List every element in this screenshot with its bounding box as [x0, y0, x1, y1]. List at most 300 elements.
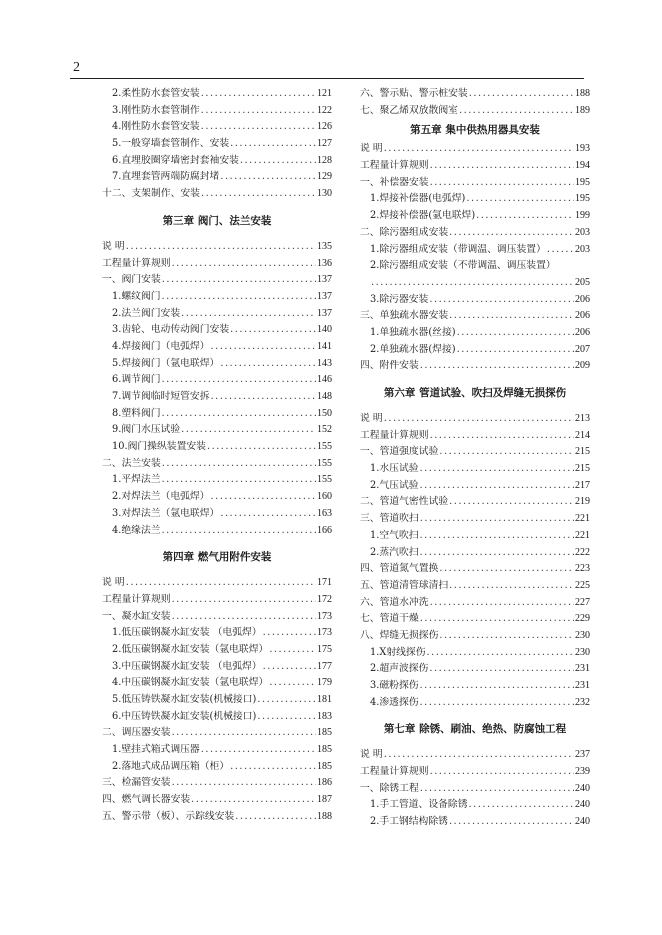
- toc-entry-title: 1.平焊法兰: [112, 474, 161, 486]
- toc-entry[interactable]: [102, 306, 332, 323]
- toc-entry[interactable]: [360, 292, 590, 309]
- toc-entry-page: 203: [575, 226, 590, 238]
- toc-entry-page: 150: [317, 407, 332, 419]
- dot-leader: [466, 191, 574, 208]
- dot-leader: [257, 692, 316, 709]
- toc-column-right: [360, 86, 590, 831]
- dot-leader: [230, 759, 316, 776]
- toc-entry[interactable]: [102, 742, 332, 759]
- toc-entry[interactable]: [102, 136, 332, 153]
- dot-leader: [181, 422, 316, 439]
- dot-leader: [429, 292, 574, 309]
- toc-entry-page: 126: [317, 121, 332, 133]
- toc-entry[interactable]: [102, 289, 332, 306]
- toc-entry-page: 173: [317, 627, 332, 639]
- toc-entry[interactable]: [360, 561, 590, 578]
- toc-entry-page: 225: [575, 579, 590, 591]
- toc-entry[interactable]: [102, 489, 332, 506]
- toc-entry-page: 232: [575, 696, 590, 708]
- dot-leader: [420, 358, 574, 375]
- toc-entry-title: 4.刚性防水套管安装: [112, 121, 200, 133]
- toc-entry-page: 185: [317, 744, 332, 756]
- toc-column-left: [102, 86, 332, 826]
- toc-entry-title: 说 明: [102, 577, 125, 589]
- dot-leader: [162, 272, 316, 289]
- toc-entry-title: 1.壁挂式箱式调压器: [112, 744, 200, 756]
- toc-entry[interactable]: [102, 103, 332, 120]
- toc-entry-title: 2.低压碳钢凝水缸安装（氩电联焊）: [112, 643, 269, 655]
- dot-leader: [172, 725, 316, 742]
- toc-entry-title: 一、凝水缸安装: [102, 610, 171, 622]
- toc-entry-page: 206: [575, 326, 590, 338]
- dot-leader: [162, 372, 316, 389]
- toc-entry-title: 1.空气吹扫: [370, 529, 419, 541]
- toc-entry[interactable]: [360, 141, 590, 158]
- toc-entry[interactable]: [360, 275, 590, 292]
- dot-leader: [263, 625, 316, 642]
- toc-entry-title: 七、管道干燥: [360, 613, 419, 625]
- toc-entry-title: 6.中压铸铁凝水缸安装(机械接口): [112, 710, 257, 722]
- toc-entry[interactable]: [102, 456, 332, 473]
- dot-leader: [235, 809, 316, 826]
- toc-entry-title: 四、管道氮气置换: [360, 563, 439, 575]
- toc-entry[interactable]: [360, 678, 590, 695]
- dot-leader: [269, 642, 316, 659]
- toc-entry-page: 229: [575, 613, 590, 625]
- dot-leader: [439, 561, 574, 578]
- dot-leader: [207, 439, 316, 456]
- toc-entry[interactable]: [102, 792, 332, 809]
- toc-entry-page: 155: [317, 474, 332, 486]
- toc-entry-title: 二、法兰安装: [102, 457, 161, 469]
- toc-entry[interactable]: [102, 592, 332, 609]
- toc-entry-page: 181: [317, 694, 332, 705]
- toc-entry-page: 205: [575, 276, 590, 288]
- toc-entry-page: 141: [317, 340, 332, 352]
- toc-entry[interactable]: [360, 191, 590, 208]
- toc-entry[interactable]: [102, 356, 332, 373]
- toc-entry-page: 166: [317, 524, 332, 536]
- toc-entry[interactable]: [360, 86, 590, 103]
- toc-entry-page: 137: [317, 290, 332, 302]
- dot-leader: [201, 103, 316, 120]
- dot-leader: [429, 661, 574, 678]
- dot-leader: [439, 444, 574, 461]
- toc-entry-page: 203: [575, 243, 590, 255]
- toc-entry[interactable]: [360, 225, 590, 242]
- toc-entry-page: 239: [575, 766, 590, 778]
- dot-leader: [457, 325, 574, 342]
- toc-entry-page: 155: [317, 457, 332, 469]
- dot-leader: [384, 411, 574, 428]
- dot-leader: [469, 86, 574, 103]
- toc-entry-page: 209: [575, 360, 590, 372]
- toc-entry[interactable]: [360, 528, 590, 545]
- dot-leader: [449, 578, 574, 595]
- dot-leader: [263, 659, 316, 676]
- toc-entry-page: 128: [317, 154, 332, 166]
- dot-leader: [420, 781, 574, 798]
- toc-entry[interactable]: [360, 175, 590, 192]
- toc-entry-page: 207: [575, 343, 590, 355]
- toc-entry[interactable]: [360, 797, 590, 814]
- toc-entry[interactable]: [102, 439, 332, 456]
- toc-entry-title: 四、燃气调长器安装: [102, 794, 191, 806]
- toc-entry-title: 说 明: [360, 749, 383, 761]
- toc-entry-title: 三、单独疏水器安装: [360, 310, 449, 322]
- toc-entry-title: 三、检漏管安装: [102, 777, 171, 789]
- toc-entry-title: 2.超声波探伤: [370, 663, 429, 675]
- toc-entry-page: 230: [575, 629, 590, 641]
- toc-entry[interactable]: [102, 406, 332, 423]
- toc-entry-page: 173: [317, 610, 332, 622]
- toc-entry[interactable]: [102, 642, 332, 659]
- chapter-heading: 第六章 管道试验、吹扫及焊缝无损探伤: [383, 387, 567, 399]
- dot-leader: [240, 153, 316, 170]
- dot-leader: [162, 289, 316, 306]
- dot-leader: [172, 592, 316, 609]
- toc-entry-page: 213: [575, 413, 590, 424]
- toc-entry[interactable]: [102, 775, 332, 792]
- toc-entry-title: 二、管道气密性试验: [360, 496, 449, 508]
- toc-entry-page: 193: [575, 143, 590, 155]
- toc-entry[interactable]: [360, 478, 590, 495]
- toc-entry-title: 3.磁粉探伤: [370, 680, 419, 691]
- toc-entry-page: 240: [575, 816, 590, 828]
- dot-leader: [181, 306, 316, 323]
- toc-entry[interactable]: [360, 645, 590, 662]
- dot-leader: [420, 461, 574, 478]
- toc-entry-title: 一、阀门安装: [102, 274, 161, 286]
- toc-entry[interactable]: [102, 256, 332, 273]
- toc-entry[interactable]: [360, 158, 590, 175]
- dot-leader: [201, 742, 316, 759]
- toc-entry-page: 188: [317, 810, 332, 822]
- toc-entry-page: 148: [317, 391, 332, 402]
- toc-entry-title: 工程量计算规则: [102, 257, 171, 269]
- toc-entry[interactable]: [360, 628, 590, 645]
- toc-entry[interactable]: [102, 692, 332, 709]
- toc-entry-title: 1.除污器组成安装（带调温、调压装置）: [370, 243, 546, 255]
- toc-entry-page: 237: [575, 749, 590, 761]
- toc-entry-page: 137: [317, 307, 332, 319]
- toc-entry-page: 206: [575, 310, 590, 322]
- toc-entry-title: 2.蒸汽吹扫: [370, 546, 419, 558]
- toc-entry-title: 说 明: [102, 240, 125, 252]
- toc-entry-page: 222: [575, 546, 590, 558]
- toc-entry-title: 六、管道水冲洗: [360, 596, 429, 608]
- dot-leader: [449, 814, 574, 831]
- toc-entry[interactable]: [102, 153, 332, 170]
- toc-entry-page: 130: [317, 188, 332, 200]
- dot-leader: [430, 175, 574, 192]
- toc-entry-page: 186: [317, 777, 332, 789]
- chapter-heading: 第三章 阀门、法兰安装: [162, 214, 272, 227]
- toc-entry-title: 4.绝缘法兰: [112, 524, 161, 536]
- toc-entry-page: 199: [575, 210, 590, 222]
- toc-entry-title: 二、除污器组成安装: [360, 226, 449, 238]
- dot-leader: [547, 242, 574, 259]
- toc-entry-page: 185: [317, 760, 332, 772]
- toc-entry-page: 185: [317, 727, 332, 739]
- toc-entry-page: 217: [575, 479, 590, 491]
- toc-entry-title: 4.中压碳钢凝水缸安装（氩电联焊）: [112, 677, 269, 689]
- toc-entry-title: 2.焊接补偿器(氩电联焊): [370, 210, 476, 222]
- toc-entry-page: 127: [317, 138, 332, 150]
- toc-entry-title: 1.单独疏水器(丝接): [370, 326, 456, 338]
- toc-entry-page: 136: [317, 257, 332, 269]
- dot-leader: [420, 611, 574, 628]
- toc-entry[interactable]: [360, 661, 590, 678]
- toc-entry-title: 工程量计算规则: [360, 429, 429, 441]
- toc-entry[interactable]: [360, 342, 590, 359]
- toc-entry[interactable]: [360, 242, 590, 259]
- toc-entry-title: 工程量计算规则: [360, 160, 429, 172]
- toc-entry-title: 7.调节阀临时短管安拆: [112, 391, 210, 402]
- toc-entry[interactable]: [102, 389, 332, 406]
- toc-entry-title: 2.柔性防水套管安装: [112, 88, 200, 99]
- dot-leader: [449, 308, 574, 325]
- toc-entry-title: 3.齿轮、电动传动阀门安装: [112, 324, 230, 336]
- toc-entry-page: 188: [575, 88, 590, 99]
- toc-entry-title: 一、除锈工程: [360, 782, 419, 794]
- toc-entry-title: 1.螺纹阀门: [112, 290, 161, 302]
- dot-leader: [430, 595, 574, 612]
- toc-entry-page: 231: [575, 680, 590, 691]
- dot-leader: [449, 225, 574, 242]
- toc-entry[interactable]: [102, 809, 332, 826]
- toc-entry[interactable]: [102, 169, 332, 186]
- toc-entry[interactable]: [360, 611, 590, 628]
- toc-entry[interactable]: [360, 595, 590, 612]
- toc-entry-page: 189: [575, 104, 590, 116]
- toc-entry-page: 221: [575, 529, 590, 541]
- toc-entry-title: 六、警示贴、警示桩安装: [360, 88, 468, 99]
- toc-entry-title: 四、附件安装: [360, 360, 419, 372]
- toc-entry-title: 八、焊缝无损探伤: [360, 629, 439, 641]
- dot-leader: [172, 256, 316, 273]
- dot-leader: [162, 406, 316, 423]
- toc-entry[interactable]: [360, 444, 590, 461]
- toc-entry[interactable]: [102, 186, 332, 203]
- dot-leader: [430, 428, 574, 445]
- toc-entry-page: 171: [317, 577, 332, 589]
- toc-entry-title: 5.一般穿墙套管制作、安装: [112, 138, 230, 150]
- toc-entry[interactable]: [102, 759, 332, 776]
- toc-entry-page: 122: [317, 104, 332, 116]
- dot-leader: [384, 747, 574, 764]
- toc-entry[interactable]: [360, 747, 590, 764]
- toc-entry-title: 2.法兰阀门安装: [112, 307, 181, 319]
- toc-entry-page: 195: [575, 193, 590, 205]
- toc-entry-page: 135: [317, 240, 332, 252]
- dot-leader: [420, 678, 574, 695]
- toc-entry-page: 194: [575, 160, 590, 172]
- toc-entry-page: 187: [317, 794, 332, 806]
- dot-leader: [430, 158, 574, 175]
- toc-entry-page: 206: [575, 293, 590, 305]
- toc-entry-title: 4.焊接阀门（电弧焊）: [112, 340, 210, 352]
- toc-entry-page: 152: [317, 424, 332, 436]
- dot-leader: [162, 472, 316, 489]
- toc-entry-page: 172: [317, 593, 332, 605]
- toc-entry-title: 5.焊接阀门（氩电联焊）: [112, 357, 220, 369]
- toc-entry-title: 3.对焊法兰（氩电联焊）: [112, 507, 220, 519]
- toc-entry[interactable]: [360, 494, 590, 511]
- dot-leader: [162, 523, 316, 540]
- toc-entry-title: 9.阀门水压试验: [112, 424, 181, 436]
- dot-leader: [220, 356, 316, 373]
- dot-leader: [257, 709, 316, 726]
- toc-entry[interactable]: [360, 358, 590, 375]
- toc-entry-page: 240: [575, 782, 590, 794]
- toc-entry-title: 3.中压碳钢凝水缸安装 （电弧焊）: [112, 660, 262, 672]
- toc-entry[interactable]: [102, 339, 332, 356]
- toc-entry[interactable]: [102, 239, 332, 256]
- dot-leader: [430, 764, 574, 781]
- toc-entry-title: 1.X射线探伤: [370, 646, 426, 658]
- toc-entry[interactable]: [360, 208, 590, 225]
- toc-entry[interactable]: [360, 308, 590, 325]
- toc-entry[interactable]: [102, 709, 332, 726]
- toc-entry-title: 7.直埋套管两端防腐封堵: [112, 171, 220, 183]
- toc-entry-page: 160: [317, 491, 332, 503]
- toc-entry[interactable]: [102, 119, 332, 136]
- dot-leader: [439, 628, 574, 645]
- toc-entry[interactable]: [102, 86, 332, 103]
- toc-entry-title: 工程量计算规则: [360, 766, 429, 778]
- toc-entry-page: 221: [575, 513, 590, 525]
- toc-entry[interactable]: [360, 814, 590, 831]
- dot-leader: [172, 775, 316, 792]
- dot-leader: [427, 645, 574, 662]
- toc-entry-title: 6.调节阀门: [112, 374, 161, 386]
- toc-entry-title: 6.直埋胶圈穿墙密封套袖安装: [112, 154, 239, 166]
- toc-entry[interactable]: [102, 272, 332, 289]
- toc-entry-title: 说 明: [360, 413, 383, 424]
- toc-entry-title-wrapped: 2.除污器组成安装（不带调温、调压装置）: [370, 260, 556, 272]
- chapter-heading: 第五章 集中供热用器具安装: [410, 124, 540, 137]
- dot-leader: [457, 342, 574, 359]
- toc-entry[interactable]: [102, 472, 332, 489]
- toc-entry-title: 三、管道吹扫: [360, 513, 419, 525]
- dot-leader: [220, 169, 316, 186]
- toc-entry[interactable]: [360, 578, 590, 595]
- toc-entry-title: 说 明: [360, 143, 383, 155]
- dot-leader: [172, 609, 316, 626]
- toc-entry-page: 140: [317, 324, 332, 336]
- toc-entry[interactable]: [102, 523, 332, 540]
- dot-leader: [420, 478, 574, 495]
- toc-entry[interactable]: [360, 103, 590, 120]
- toc-entry[interactable]: [102, 372, 332, 389]
- toc-entry-title: 1.水压试验: [370, 463, 419, 475]
- dot-leader: [211, 389, 316, 406]
- toc-entry-title: 1.手工管道、设备除锈: [370, 799, 468, 811]
- dot-leader: [126, 239, 316, 256]
- dot-leader: [211, 489, 316, 506]
- toc-entry-title: 一、补偿器安装: [360, 176, 429, 188]
- toc-entry[interactable]: [360, 781, 590, 798]
- toc-entry-title: 2.单独疏水器(焊接): [370, 343, 456, 355]
- dot-leader: [211, 339, 316, 356]
- toc-entry-title: 1.焊接补偿器(电弧焊): [370, 193, 466, 205]
- toc-entry-page: 177: [317, 660, 332, 672]
- toc-entry-page: 179: [317, 677, 332, 689]
- toc-entry-title: 1.低压碳钢凝水缸安装 （电弧焊）: [112, 627, 262, 639]
- toc-entry-title: 2.对焊法兰（电弧焊）: [112, 491, 210, 503]
- toc-entry[interactable]: [102, 725, 332, 742]
- toc-entry-page: 146: [317, 374, 332, 386]
- toc-entry[interactable]: [102, 609, 332, 626]
- toc-entry-page: 163: [317, 507, 332, 519]
- toc-entry[interactable]: [360, 411, 590, 428]
- toc-entry-title: 2.气压试验: [370, 479, 419, 491]
- toc-entry-page: 230: [575, 646, 590, 658]
- toc-entry[interactable]: [102, 322, 332, 339]
- dot-leader: [371, 275, 574, 292]
- toc-entry[interactable]: [102, 422, 332, 439]
- toc-entry[interactable]: [360, 428, 590, 445]
- toc-entry-page: 231: [575, 663, 590, 675]
- toc-entry-title: 4.渗透探伤: [370, 696, 419, 708]
- dot-leader: [201, 186, 316, 203]
- toc-entry-title: 5.低压铸铁凝水缸安装(机械接口): [112, 694, 257, 705]
- toc-entry[interactable]: [360, 545, 590, 562]
- toc-entry[interactable]: [360, 325, 590, 342]
- toc-entry[interactable]: [360, 511, 590, 528]
- toc-entry-page: 195: [575, 176, 590, 188]
- toc-entry-title: 2.落地式成品调压箱（柜）: [112, 760, 230, 772]
- toc-entry-page: 137: [317, 274, 332, 286]
- toc-entry[interactable]: [102, 575, 332, 592]
- dot-leader: [469, 797, 574, 814]
- toc-entry[interactable]: [360, 461, 590, 478]
- toc-entry[interactable]: [360, 695, 590, 712]
- toc-entry-title: 3.刚性防水套管制作: [112, 104, 200, 116]
- toc-entry-title: 一、管道强度试验: [360, 446, 439, 458]
- toc-entry[interactable]: [102, 659, 332, 676]
- chapter-heading: 第七章 除锈、刷油、绝热、防腐蚀工程: [383, 723, 567, 736]
- toc-entry-page: 215: [575, 446, 590, 458]
- toc-entry-page: 121: [317, 88, 332, 99]
- header-rule: [70, 78, 584, 79]
- dot-leader: [384, 141, 574, 158]
- dot-leader: [230, 136, 316, 153]
- toc-entry-page: 183: [317, 710, 332, 722]
- toc-entry[interactable]: [102, 625, 332, 642]
- toc-entry-page: 175: [317, 643, 332, 655]
- toc-entry-page: 240: [575, 799, 590, 811]
- dot-leader: [126, 575, 316, 592]
- chapter-heading: 第四章 燃气用附件安装: [162, 551, 272, 564]
- toc-entry[interactable]: [102, 675, 332, 692]
- toc-entry[interactable]: [360, 764, 590, 781]
- toc-entry-title: 10.阀门操纵装置安装: [112, 441, 206, 453]
- toc-entry-page: 219: [575, 496, 590, 508]
- dot-leader: [420, 511, 574, 528]
- toc-entry-page: 215: [575, 463, 590, 475]
- dot-leader: [269, 675, 316, 692]
- toc-entry-page: 214: [575, 429, 590, 441]
- dot-leader: [191, 792, 316, 809]
- dot-leader: [201, 119, 316, 136]
- toc-entry[interactable]: [102, 506, 332, 523]
- dot-leader: [476, 208, 574, 225]
- toc-entry-page: 223: [575, 563, 590, 575]
- toc-entry-title: 二、调压器安装: [102, 727, 171, 739]
- page-number: 2: [73, 60, 80, 75]
